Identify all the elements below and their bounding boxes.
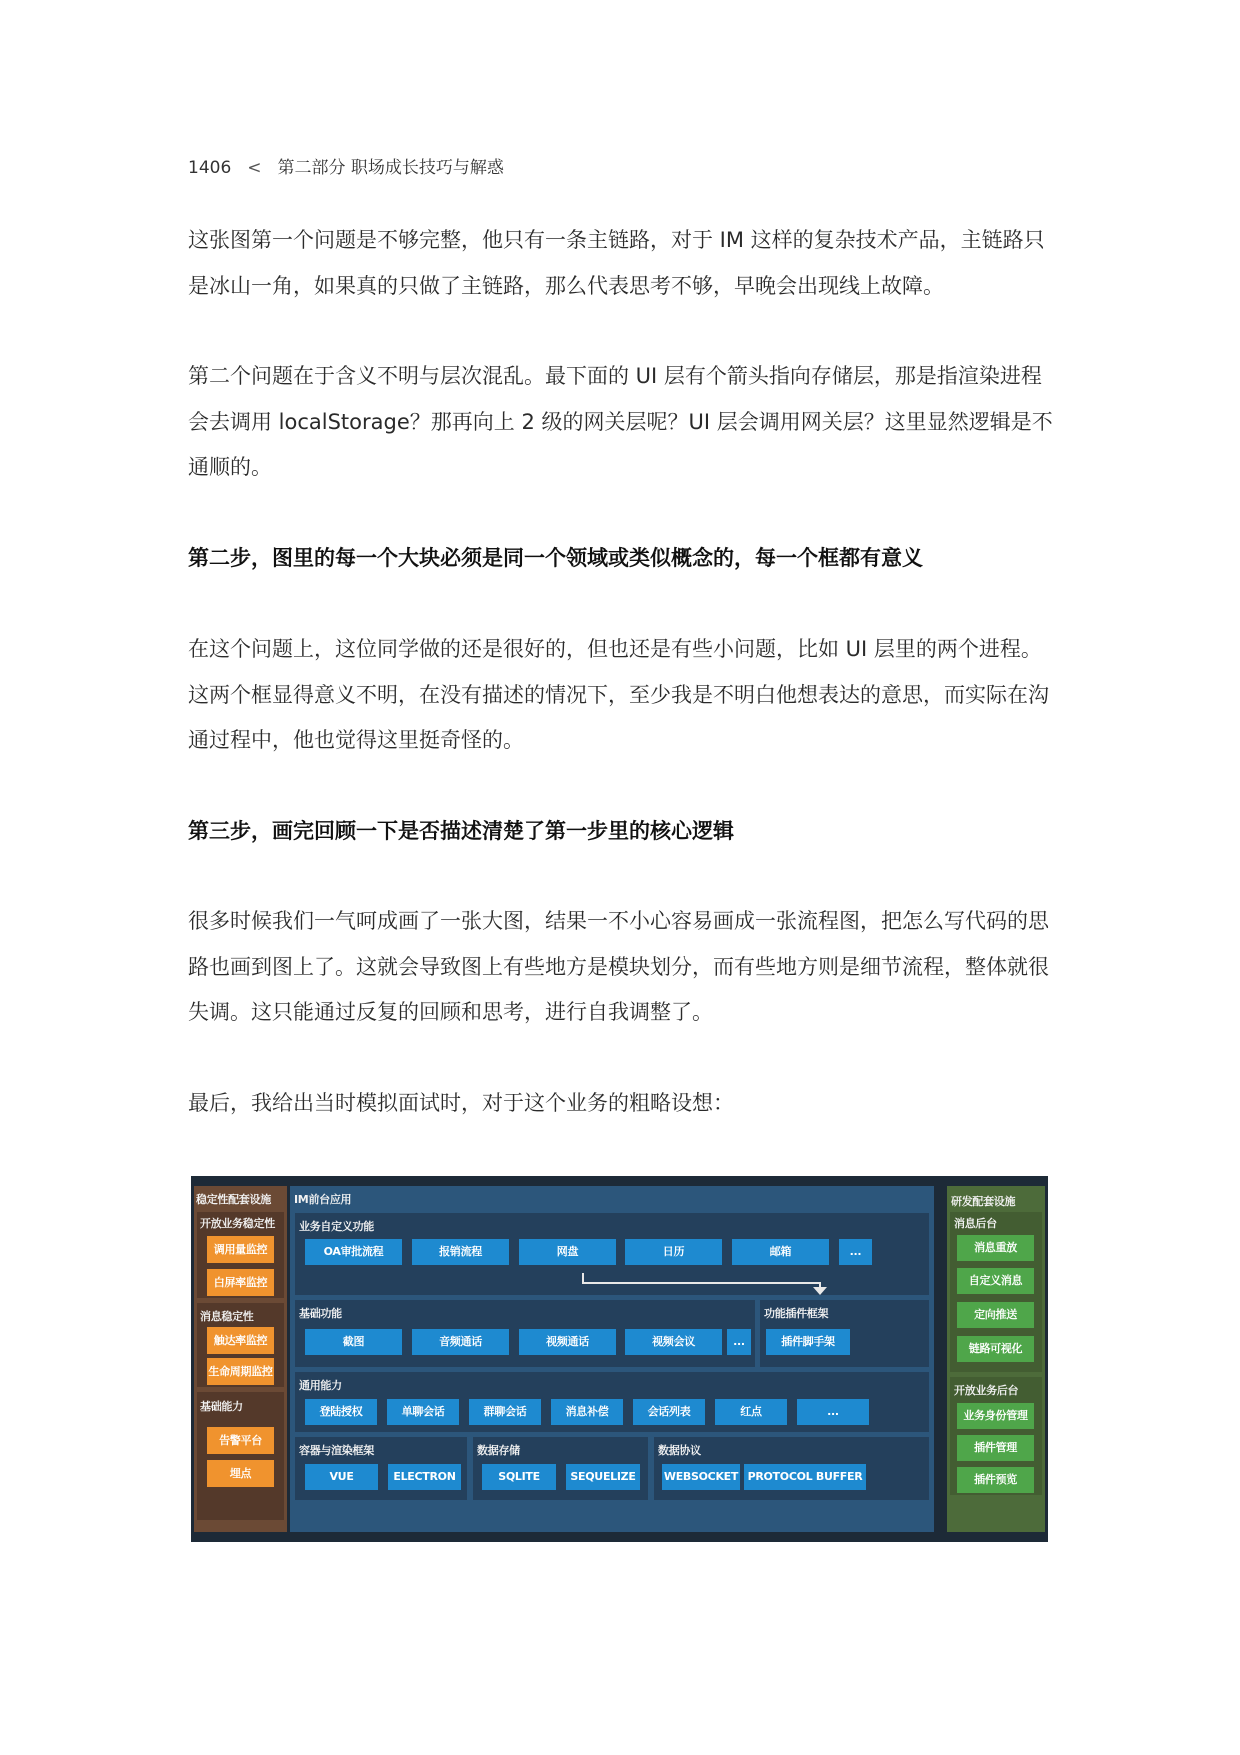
common-capability-title: 通用能力 <box>299 1379 342 1392</box>
business-identity-management: 业务身份管理 <box>957 1403 1034 1429</box>
oa-approval-flow: OA审批流程 <box>305 1239 402 1265</box>
message-compensation: 消息补偿 <box>551 1399 623 1425</box>
custom-function-title: 业务自定义功能 <box>299 1220 374 1233</box>
screenshot: 截图 <box>305 1329 402 1355</box>
login-auth: 登陆授权 <box>305 1399 377 1425</box>
video-conference: 视频会议 <box>625 1329 722 1355</box>
paragraph-3: 在这个问题上，这位同学做的还是很好的，但也还是有些小问题，比如 UI 层里的两个进程。这两个框显得意义不明，在没有描述的情况下，至少我是不明白他想表达的意思，而实际在沟通过程中，他也觉得这里挺奇怪的。 <box>188 637 1049 752</box>
group-chat: 群聊会话 <box>469 1399 541 1425</box>
alert-platform: 告警平台 <box>207 1427 274 1454</box>
data-storage-title: 数据存储 <box>477 1444 520 1457</box>
step-2-heading: 第二步，图里的每一个大块必须是同一个领域或类似概念的，每一个框都有意义 <box>188 546 923 570</box>
step-3-heading: 第三步，画完回顾一下是否描述清楚了第一步里的核心逻辑 <box>188 819 734 843</box>
reimbursement-flow: 报销流程 <box>412 1239 509 1265</box>
protocol-buffer: PROTOCOL BUFFER <box>744 1464 866 1490</box>
paragraph-5: 最后，我给出当时模拟面试时，对于这个业务的粗略设想： <box>188 1091 734 1115</box>
open-business-backend-group <box>950 1377 1042 1495</box>
white-screen-monitor: 白屏率监控 <box>207 1269 274 1296</box>
stability-title: 稳定性配套设施 <box>196 1193 271 1206</box>
running-header <box>188 153 504 178</box>
electron: ELECTRON <box>388 1464 461 1490</box>
group-title: 消息后台 <box>954 1217 997 1230</box>
netdisk: 网盘 <box>519 1239 616 1265</box>
link-visualization: 链路可视化 <box>957 1336 1034 1362</box>
single-chat: 单聊会话 <box>387 1399 459 1425</box>
open-business-stability-group <box>197 1212 284 1298</box>
architecture-diagram <box>191 1176 1048 1542</box>
data-protocol-panel <box>654 1437 929 1500</box>
call-volume-monitor: 调用量监控 <box>207 1236 274 1263</box>
mailbox: 邮箱 <box>732 1239 829 1265</box>
sequelize: SEQUELIZE <box>566 1464 640 1490</box>
tracking-point: 埋点 <box>207 1460 274 1487</box>
message-stability-group <box>197 1303 284 1387</box>
plugin-management: 插件管理 <box>957 1435 1034 1461</box>
data-storage-panel <box>473 1437 648 1500</box>
dev-support-title: 研发配套设施 <box>951 1195 1016 1208</box>
group-title: 消息稳定性 <box>200 1310 254 1323</box>
custom-function-panel <box>295 1213 929 1295</box>
message-backend-group <box>950 1212 1042 1372</box>
bracket-horizontal <box>582 1282 821 1284</box>
video-call: 视频通话 <box>519 1329 616 1355</box>
more-custom: ... <box>839 1239 872 1265</box>
paragraph-2: 第二个问题在于含义不明与层次混乱。最下面的 UI 层有个箭头指向存储层，那是指渲染进程会去调用 localStorage？那再向上 2 级的网关层呢？UI 层会调用网关层？这里显然逻辑是不通顺的。 <box>188 364 1053 479</box>
base-capability-group <box>197 1392 284 1520</box>
dev-support-column <box>947 1186 1045 1532</box>
common-capability-panel <box>295 1372 929 1432</box>
section-title: 第二部分 职场成长技巧与解惑 <box>277 158 504 178</box>
container-render-title: 容器与渲染框架 <box>299 1444 374 1457</box>
vue: VUE <box>305 1464 378 1490</box>
im-frontend-column <box>290 1186 934 1532</box>
arrow-down-icon <box>813 1287 827 1295</box>
websocket: WEBSOCKET <box>662 1464 740 1490</box>
group-title: 开放业务后台 <box>954 1384 1019 1397</box>
container-render-panel <box>295 1437 467 1500</box>
lifecycle-monitor: 生命周期监控 <box>207 1358 274 1385</box>
session-list: 会话列表 <box>633 1399 705 1425</box>
group-title: 基础能力 <box>200 1400 243 1413</box>
plugin-scaffold: 插件脚手架 <box>766 1329 850 1355</box>
basic-function-title: 基础功能 <box>299 1307 342 1320</box>
paragraph-4: 很多时候我们一气呵成画了一张大图，结果一不小心容易画成一张流程图，把怎么写代码的思路也画到图上了。这就会导致图上有些地方是模块划分，而有些地方则是细节流程，整体就很失调。这只能通过反复的回顾和思考，进行自我调整了。 <box>188 909 1049 1024</box>
reach-rate-monitor: 触达率监控 <box>207 1327 274 1354</box>
plugin-framework-title: 功能插件框架 <box>764 1307 829 1320</box>
red-dot: 红点 <box>715 1399 787 1425</box>
group-title: 开放业务稳定性 <box>200 1217 275 1230</box>
header-separator: < <box>247 158 262 178</box>
stability-column <box>194 1186 287 1532</box>
basic-function-panel <box>295 1300 755 1367</box>
page-number: 1406 <box>188 158 232 178</box>
message-replay: 消息重放 <box>957 1235 1034 1261</box>
sqlite: SQLITE <box>482 1464 556 1490</box>
plugin-framework-panel <box>760 1300 929 1367</box>
data-protocol-title: 数据协议 <box>658 1444 701 1457</box>
calendar: 日历 <box>625 1239 722 1265</box>
targeted-push: 定向推送 <box>957 1302 1034 1328</box>
custom-message: 自定义消息 <box>957 1268 1034 1294</box>
more-common: ... <box>797 1399 869 1425</box>
audio-call: 音频通话 <box>412 1329 509 1355</box>
paragraph-1: 这张图第一个问题是不够完整，他只有一条主链路，对于 IM 这样的复杂技术产品，主链路只是冰山一角，如果真的只做了主链路，那么代表思考不够，早晚会出现线上故障。 <box>188 228 1045 298</box>
im-frontend-title: IM前台应用 <box>294 1193 352 1206</box>
more-basic: ... <box>727 1329 751 1355</box>
plugin-preview: 插件预览 <box>957 1467 1034 1493</box>
